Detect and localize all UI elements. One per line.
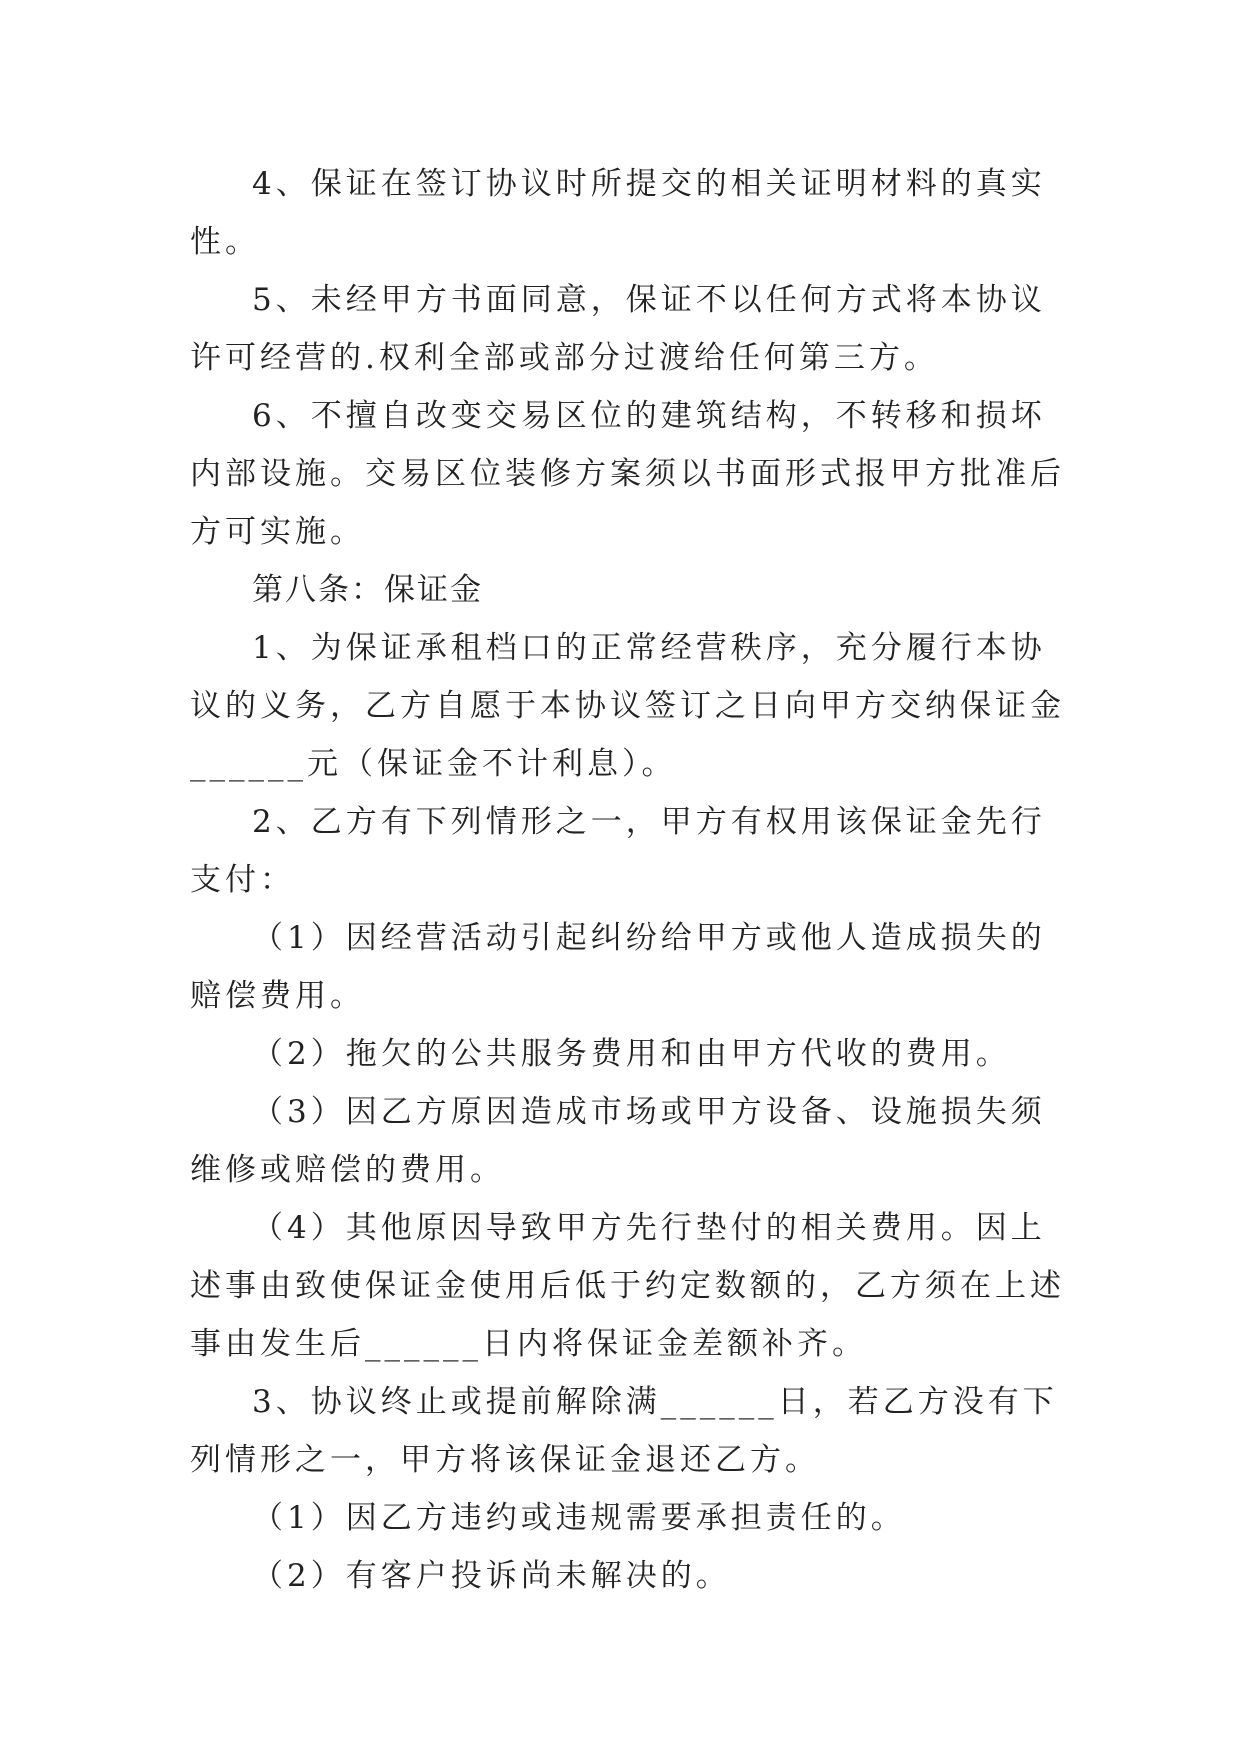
section-heading: 第八条：保证金	[252, 572, 483, 608]
clause-paragraph: 5、未经甲方书面同意，保证不以任何方式将本协议许可经营的.权利全部或部分过渡给任何第三方。	[190, 282, 1046, 376]
clause-paragraph: 6、不擅自改变交易区位的建筑结构，不转移和损坏内部设施。交易区位装修方案须以书面形式报甲方批准后方可实施。	[190, 398, 1065, 550]
document-body	[190, 155, 1070, 1605]
clause-paragraph: 1、为保证承租档口的正常经营秩序，充分履行本协议的义务，乙方自愿于本协议签订之日向甲方交纳保证金______元（保证金不计利息）。	[190, 630, 1065, 782]
sub-clause-paragraph: （1）因经营活动引起纠纷给甲方或他人造成损失的赔偿费用。	[190, 920, 1046, 1014]
sub-clause-paragraph: （4）其他原因导致甲方先行垫付的相关费用。因上述事由致使保证金使用后低于约定数额的，乙方须在上述事由发生后______日内将保证金差额补齐。	[190, 1210, 1065, 1362]
sub-clause-paragraph: （2）有客户投诉尚未解决的。	[252, 1558, 731, 1594]
sub-clause-paragraph: （1）因乙方违约或违规需要承担责任的。	[252, 1500, 906, 1536]
clause-paragraph: 2、乙方有下列情形之一，甲方有权用该保证金先行支付：	[190, 804, 1046, 898]
clause-paragraph: 4、保证在签订协议时所提交的相关证明材料的真实性。	[190, 166, 1046, 260]
sub-clause-paragraph: （3）因乙方原因造成市场或甲方设备、设施损失须维修或赔偿的费用。	[190, 1094, 1046, 1188]
clause-paragraph: 3、协议终止或提前解除满______日，若乙方没有下列情形之一，甲方将该保证金退还乙方。	[190, 1384, 1058, 1478]
sub-clause-paragraph: （2）拖欠的公共服务费用和由甲方代收的费用。	[252, 1036, 1011, 1072]
